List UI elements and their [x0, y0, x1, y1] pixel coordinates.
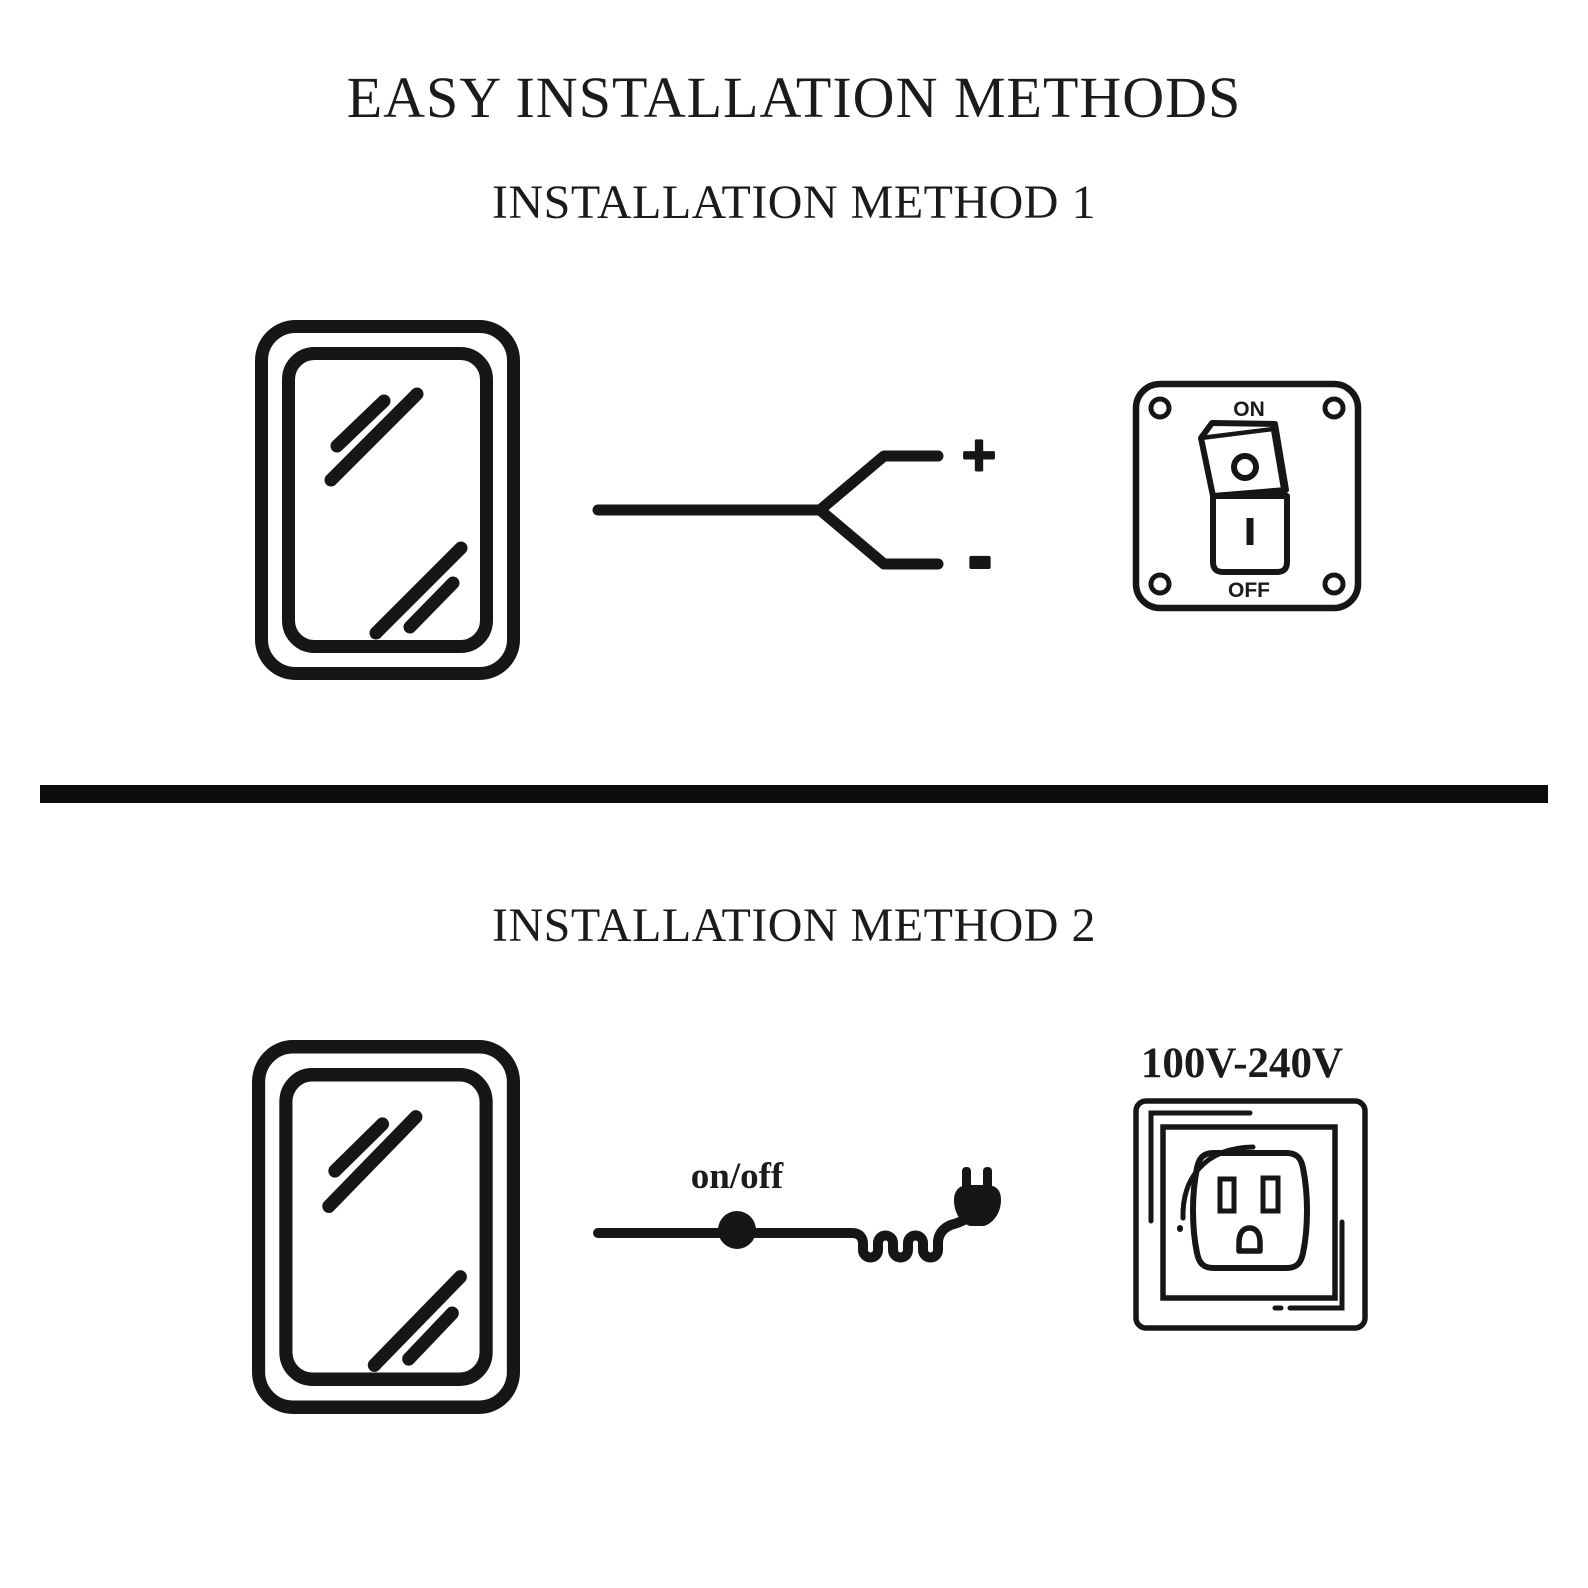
plug-icon	[954, 1167, 1001, 1226]
power-cord-line	[598, 1212, 974, 1258]
outlet-ground-hole	[1239, 1228, 1260, 1251]
switch-on-label: ON	[1233, 398, 1265, 421]
wire-positive-branch	[820, 456, 938, 510]
dc-wire-split-icon	[590, 430, 1010, 590]
outlet-outer-frame	[1136, 1101, 1365, 1328]
inline-switch-label: on/off	[690, 1156, 784, 1197]
method1-heading: INSTALLATION METHOD 1	[492, 176, 1096, 229]
outlet-sketch-lines	[1151, 1113, 1342, 1308]
wire-negative-branch	[820, 510, 938, 564]
rocker-switch-icon	[1130, 378, 1366, 618]
wall-outlet-icon	[1128, 1094, 1372, 1334]
plus-icon: +	[959, 430, 999, 481]
minus-icon: -	[968, 523, 992, 590]
method2-heading: INSTALLATION METHOD 2	[492, 899, 1096, 952]
inline-switch-dot-icon	[718, 1211, 756, 1249]
switch-off-label: OFF	[1228, 579, 1270, 602]
power-cord-plug-icon	[590, 1150, 1020, 1275]
page-title: EASY INSTALLATION METHODS	[346, 65, 1242, 130]
mirror-icon	[252, 1040, 520, 1414]
mirror-icon	[255, 320, 520, 680]
outlet-slots	[1220, 1178, 1278, 1211]
section-divider	[40, 785, 1548, 803]
outlet-voltage-label: 100V-240V	[1140, 1040, 1344, 1087]
